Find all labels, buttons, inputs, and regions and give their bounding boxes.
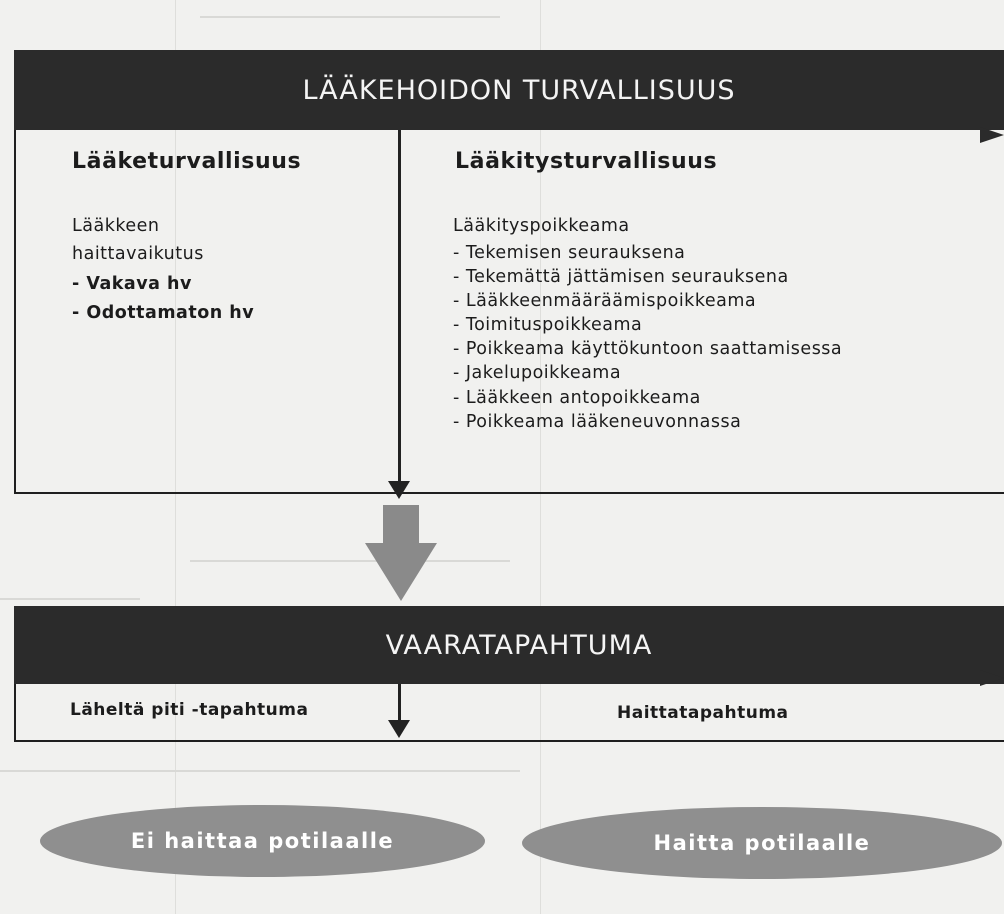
big-down-arrow (365, 505, 437, 601)
incident-banner-title: VAARATAPAHTUMA (385, 629, 653, 661)
harm-ellipse (522, 807, 1002, 879)
deviation-item: - Lääkkeen antopoikkeama (453, 387, 701, 408)
divider-arrowhead (388, 481, 410, 499)
deviation-list (453, 241, 842, 434)
adverse-effect-line1: Lääkkeen (72, 216, 160, 236)
no-harm-label: Ei haittaa potilaalle (130, 829, 395, 853)
column-divider-arrow (398, 130, 401, 483)
unexpected-adverse-effect: - Odottamaton hv (72, 303, 255, 323)
deviation-item: - Poikkeama käyttökuntoon saattamisessa (453, 339, 843, 360)
adverse-effect-line2: haittavaikutus (72, 244, 204, 264)
medicine-safety-title: Lääketurvallisuus (72, 149, 302, 174)
banner-arrow-tip (980, 668, 1004, 688)
incident-banner (14, 606, 1004, 684)
adverse-event-label: Haittatapahtuma (617, 703, 789, 723)
deviation-item: - Toimituspoikkeama (453, 315, 643, 336)
safety-banner (14, 50, 1004, 130)
serious-adverse-effect: - Vakava hv (72, 274, 192, 294)
safety-banner-title: LÄÄKEHOIDON TURVALLISUUS (302, 74, 736, 106)
medication-safety-title: Lääkitysturvallisuus (455, 149, 718, 174)
near-miss-label: Läheltä piti -tapahtuma (70, 700, 309, 720)
deviation-item: - Jakelupoikkeama (453, 363, 622, 384)
background-line (0, 598, 140, 600)
incident-arrowhead (388, 720, 410, 738)
no-harm-ellipse (40, 805, 485, 877)
background-line (0, 770, 520, 772)
harm-label: Haitta potilaalle (653, 831, 871, 855)
deviation-item: - Poikkeama lääkeneuvonnassa (453, 411, 742, 432)
incident-arrow-shaft (398, 684, 401, 722)
background-line (190, 560, 510, 562)
banner-arrow-tip (980, 125, 1004, 145)
background-line (200, 16, 500, 18)
medication-deviation-heading: Lääkityspoikkeama (453, 216, 630, 236)
deviation-item: - Tekemättä jättämisen seurauksena (453, 267, 789, 288)
deviation-item: - Tekemisen seurauksena (453, 243, 686, 263)
deviation-item: - Lääkkeenmääräämispoikkeama (453, 291, 757, 312)
